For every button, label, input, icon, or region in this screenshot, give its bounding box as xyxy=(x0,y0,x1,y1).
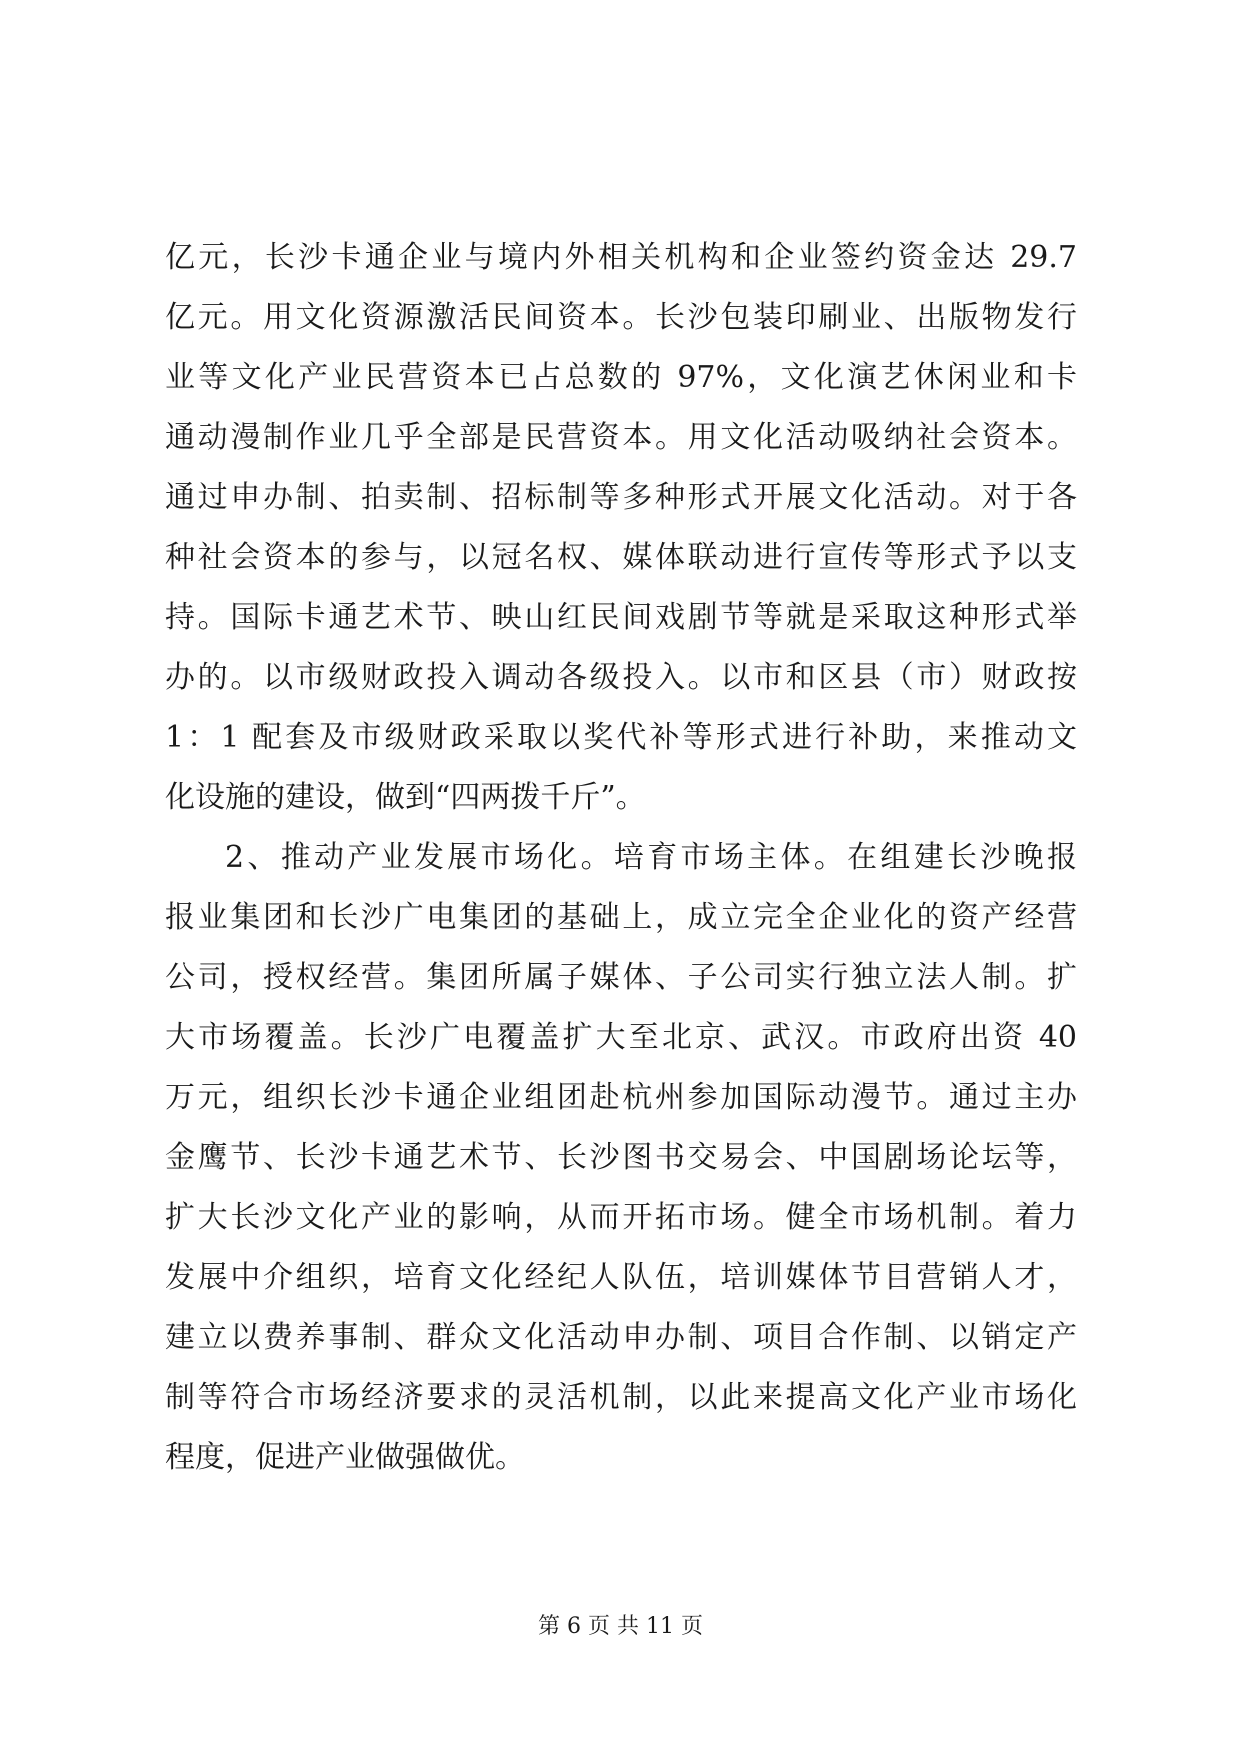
text-line: 业等文化产业民营资本已占总数的 97%，文化演艺休闲业和卡 xyxy=(165,360,1077,395)
text-line: 亿元，长沙卡通企业与境内外相关机构和企业签约资金达 29.7 xyxy=(165,240,1077,275)
text-line: 通过申办制、拍卖制、招标制等多种形式开展文化活动。对于各 xyxy=(165,480,1077,515)
page-number-footer: 第 6 页 共 11 页 xyxy=(538,1614,703,1639)
paragraph-start-line: 2、推动产业发展市场化。培育市场主体。在组建长沙晚报 xyxy=(225,840,1077,875)
text-line: 制等符合市场经济要求的灵活机制，以此来提高文化产业市场化 xyxy=(165,1380,1077,1415)
text-line: 报业集团和长沙广电集团的基础上，成立完全企业化的资产经营 xyxy=(165,900,1077,935)
text-line: 通动漫制作业几乎全部是民营资本。用文化活动吸纳社会资本。 xyxy=(165,420,1077,455)
text-line: 万元，组织长沙卡通企业组团赴杭州参加国际动漫节。通过主办 xyxy=(165,1080,1077,1115)
text-line: 亿元。用文化资源激活民间资本。长沙包装印刷业、出版物发行 xyxy=(165,300,1077,335)
body-text xyxy=(165,228,1077,1488)
text-line: 扩大长沙文化产业的影响，从而开拓市场。健全市场机制。着力 xyxy=(165,1200,1077,1235)
text-line: 大市场覆盖。长沙广电覆盖扩大至北京、武汉。市政府出资 40 xyxy=(165,1020,1077,1055)
text-line: 建立以费养事制、群众文化活动申办制、项目合作制、以销定产 xyxy=(165,1320,1077,1355)
text-line: 1：1 配套及市级财政采取以奖代补等形式进行补助，来推动文 xyxy=(165,720,1077,755)
text-line: 金鹰节、长沙卡通艺术节、长沙图书交易会、中国剧场论坛等， xyxy=(165,1140,1077,1175)
text-line: 办的。以市级财政投入调动各级投入。以市和区县（市）财政按 xyxy=(165,660,1077,695)
text-line: 持。国际卡通艺术节、映山红民间戏剧节等就是采取这种形式举 xyxy=(165,600,1077,635)
text-line: 发展中介组织，培育文化经纪人队伍，培训媒体节目营销人才， xyxy=(165,1260,1077,1295)
text-line: 公司，授权经营。集团所属子媒体、子公司实行独立法人制。扩 xyxy=(165,960,1077,995)
text-line: 化设施的建设，做到“四两拨千斤”。 xyxy=(165,780,646,815)
text-line: 程度，促进产业做强做优。 xyxy=(165,1440,525,1475)
text-line: 种社会资本的参与，以冠名权、媒体联动进行宣传等形式予以支 xyxy=(165,540,1077,575)
